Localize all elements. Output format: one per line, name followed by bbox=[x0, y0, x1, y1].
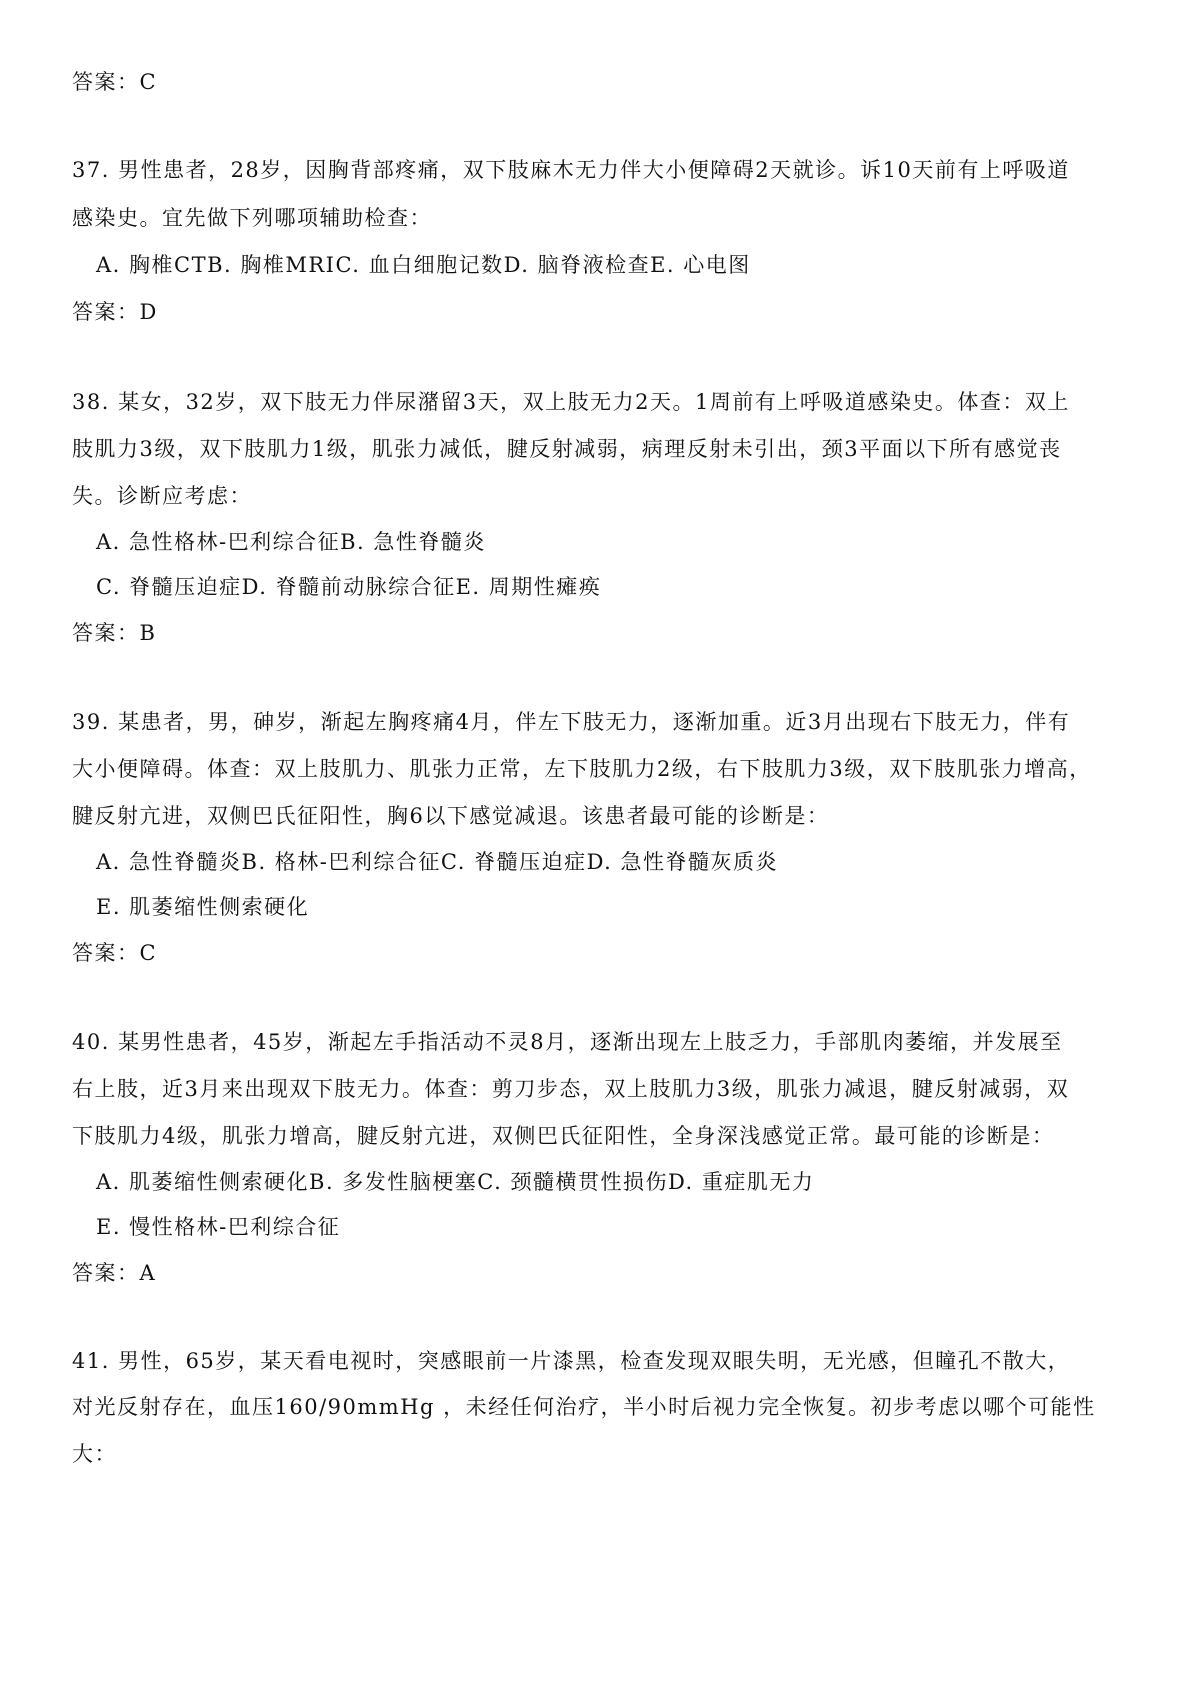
question-40-line-1: 40. 某男性患者，45岁，渐起左手指活动不灵8月，逐渐出现左上肢乏力，手部肌肉萎缩，并发展至 bbox=[72, 1030, 1063, 1054]
question-39-options-2: E. 肌萎缩性侧索硬化 bbox=[96, 895, 310, 919]
question-38-answer: 答案：B bbox=[72, 621, 157, 645]
question-40-line-3: 下肢肌力4级，肌张力增高，腱反射亢进，双侧巴氏征阳性，全身深浅感觉正常。最可能的诊断是： bbox=[72, 1124, 1055, 1148]
question-37-line-1: 37. 男性患者，28岁，因胸背部疼痛，双下肢麻木无力伴大小便障碍2天就诊。诉10天前有上呼吸道 bbox=[72, 158, 1070, 182]
question-38-line-3: 失。诊断应考虑： bbox=[72, 484, 252, 508]
question-41-line-2: 对光反射存在，血压160/90mmHg ，未经任何治疗，半小时后视力完全恢复。初步考虑以哪个可能性 bbox=[72, 1395, 1096, 1419]
question-39-options-1: A. 急性脊髓炎B. 格林-巴利综合征C. 脊髓压迫症D. 急性脊髓灰质炎 bbox=[96, 850, 779, 874]
question-37-line-2: 感染史。宜先做下列哪项辅助检查： bbox=[72, 206, 432, 230]
question-38-options-2: C. 脊髓压迫症D. 脊髓前动脉综合征E. 周期性瘫痪 bbox=[96, 575, 602, 599]
question-40-line-2: 右上肢，近3月来出现双下肢无力。体查：剪刀步态，双上肢肌力3级，肌张力减退，腱反射减弱，双 bbox=[72, 1077, 1070, 1101]
question-37-answer: 答案：D bbox=[72, 300, 158, 324]
question-38-line-1: 38. 某女，32岁，双下肢无力伴尿潴留3天，双上肢无力2天。1周前有上呼吸道感染史。体查：双上 bbox=[72, 390, 1070, 414]
answer-line: 答案：C bbox=[72, 70, 158, 94]
question-41-line-1: 41. 男性，65岁，某天看电视时，突感眼前一片漆黑，检查发现双眼失明，无光感，但瞳孔不散大， bbox=[72, 1349, 1071, 1373]
question-39-line-1: 39. 某患者，男，砷岁，渐起左胸疼痛4月，伴左下肢无力，逐渐加重。近3月出现右下肢无力，伴有 bbox=[72, 710, 1071, 734]
question-39-answer: 答案：C bbox=[72, 941, 158, 965]
question-37-options: A. 胸椎CTB. 胸椎MRIC. 血白细胞记数D. 脑脊液检查E. 心电图 bbox=[96, 253, 751, 277]
question-41-line-3: 大： bbox=[72, 1442, 117, 1466]
question-40-options-1: A. 肌萎缩性侧索硬化B. 多发性脑梗塞C. 颈髓横贯性损伤D. 重症肌无力 bbox=[96, 1170, 815, 1194]
question-40-answer: 答案：A bbox=[72, 1261, 157, 1285]
question-39-line-2: 大小便障碍。体查：双上肢肌力、肌张力正常，左下肢肌力2级，右下肢肌力3级，双下肢肌张力增高， bbox=[72, 757, 1092, 781]
question-38-options-1: A. 急性格林-巴利综合征B. 急性脊髓炎 bbox=[96, 530, 486, 554]
question-39-line-3: 腱反射亢进，双侧巴氏征阳性，胸6以下感觉减退。该患者最可能的诊断是： bbox=[72, 804, 830, 828]
question-38-line-2: 肢肌力3级，双下肢肌力1级，肌张力减低，腱反射减弱，病理反射未引出，颈3平面以下所有感觉丧 bbox=[72, 437, 1062, 461]
question-40-options-2: E. 慢性格林-巴利综合征 bbox=[96, 1215, 341, 1239]
